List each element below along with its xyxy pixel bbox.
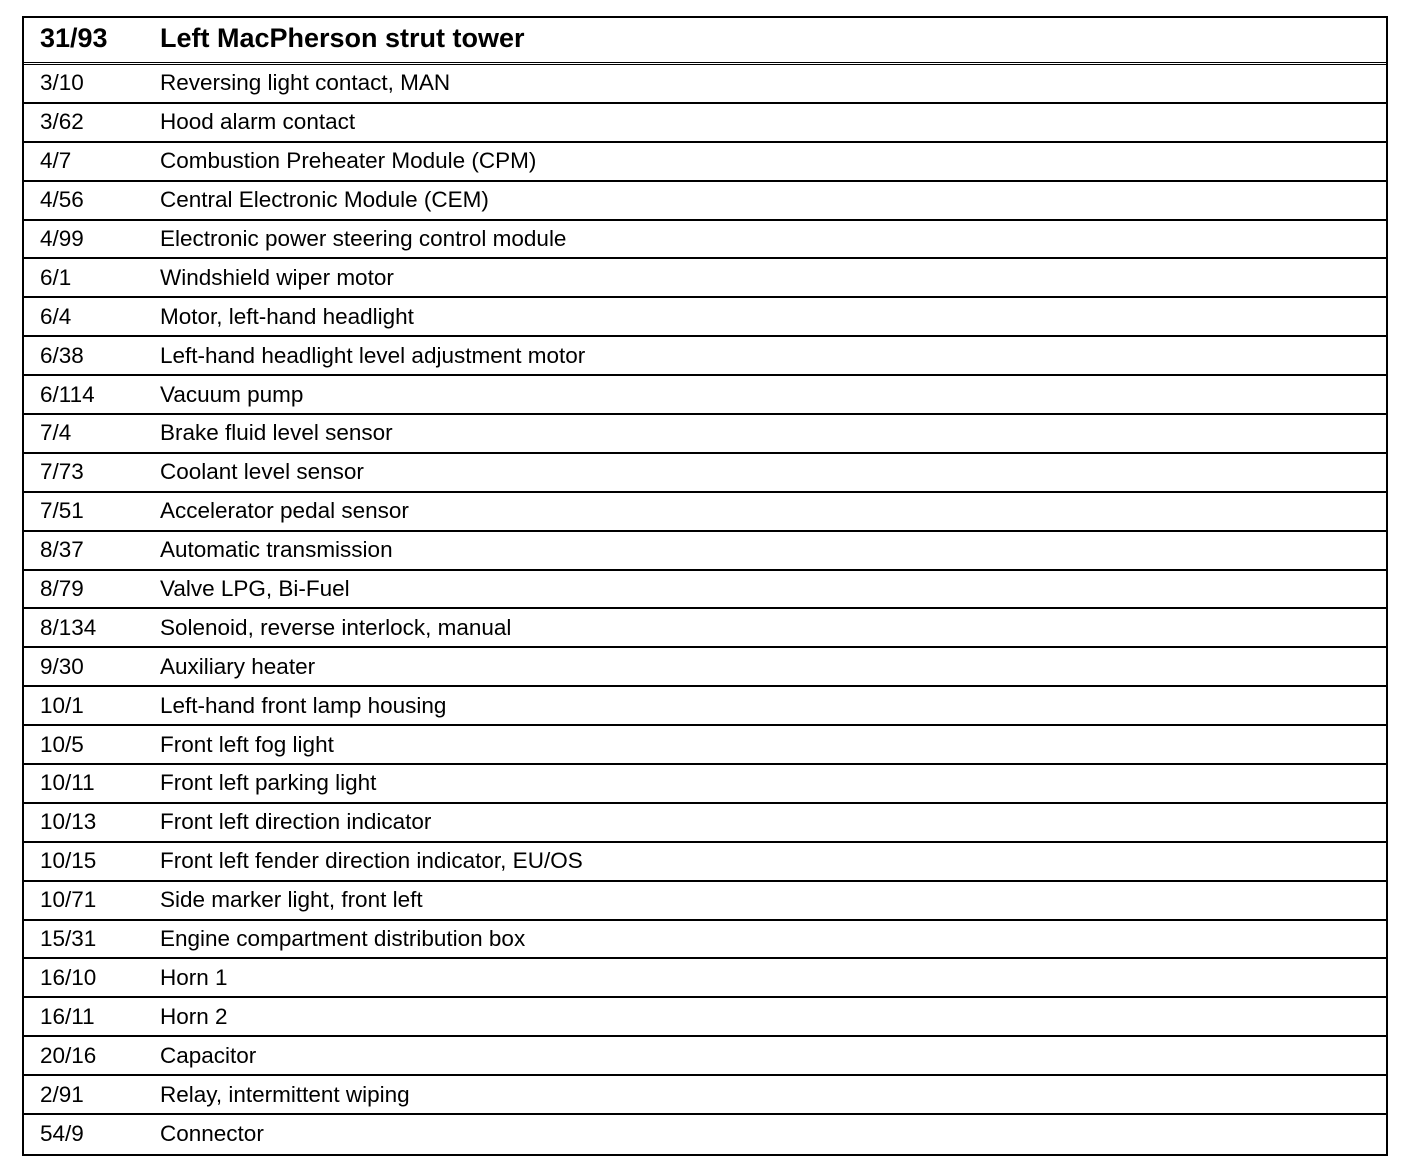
row-code: 10/11 <box>40 770 95 796</box>
table-row <box>24 376 1386 415</box>
table-row <box>24 221 1386 260</box>
table-row <box>24 298 1386 337</box>
row-description: Valve LPG, Bi-Fuel <box>160 576 350 602</box>
row-code: 8/37 <box>40 537 84 563</box>
row-description: Central Electronic Module (CEM) <box>160 187 489 213</box>
table-row <box>24 726 1386 765</box>
table-row <box>24 998 1386 1037</box>
row-code: 10/5 <box>40 731 84 757</box>
row-code: 6/1 <box>40 264 72 290</box>
row-description: Coolant level sensor <box>160 459 364 485</box>
row-code: 4/7 <box>40 148 72 174</box>
row-code: 7/73 <box>40 459 84 485</box>
table-row <box>24 493 1386 532</box>
row-description: Left-hand headlight level adjustment motor <box>160 342 586 368</box>
row-code: 16/11 <box>40 1003 95 1029</box>
row-description: Relay, intermittent wiping <box>160 1081 410 1107</box>
table-row <box>24 415 1386 454</box>
table-row <box>24 104 1386 143</box>
table-body <box>24 65 1386 1154</box>
row-description: Front left direction indicator <box>160 809 432 835</box>
row-code: 10/1 <box>40 692 84 718</box>
row-code: 3/10 <box>40 70 84 96</box>
row-description: Windshield wiper motor <box>160 264 394 290</box>
table-row <box>24 571 1386 610</box>
row-description: Horn 2 <box>160 1003 228 1029</box>
row-code: 16/10 <box>40 964 97 990</box>
table-row <box>24 959 1386 998</box>
row-description: Hood alarm contact <box>160 109 356 135</box>
row-description: Front left parking light <box>160 770 377 796</box>
row-description: Front left fog light <box>160 731 334 757</box>
row-description: Motor, left-hand headlight <box>160 303 414 329</box>
table-row <box>24 843 1386 882</box>
table-row <box>24 143 1386 182</box>
row-description: Auxiliary heater <box>160 653 316 679</box>
table-row <box>24 609 1386 648</box>
row-code: 7/4 <box>40 420 72 446</box>
row-description: Brake fluid level sensor <box>160 420 393 446</box>
row-code: 4/56 <box>40 187 84 213</box>
row-code: 10/71 <box>40 887 97 913</box>
table-row <box>24 1037 1386 1076</box>
row-code: 9/30 <box>40 653 84 679</box>
table-row <box>24 687 1386 726</box>
row-code: 2/91 <box>40 1081 84 1107</box>
row-description: Vacuum pump <box>160 381 304 407</box>
row-description: Combustion Preheater Module (CPM) <box>160 148 537 174</box>
component-table <box>22 16 1388 1156</box>
row-code: 10/13 <box>40 809 97 835</box>
row-description: Automatic transmission <box>160 537 393 563</box>
table-row <box>24 337 1386 376</box>
row-description: Left-hand front lamp housing <box>160 692 447 718</box>
table-row <box>24 1115 1386 1154</box>
row-description: Reversing light contact, MAN <box>160 70 451 96</box>
row-description: Engine compartment distribution box <box>160 926 526 952</box>
table-row <box>24 454 1386 493</box>
table-row <box>24 259 1386 298</box>
row-description: Horn 1 <box>160 964 228 990</box>
row-description: Front left fender direction indicator, EU/OS <box>160 848 583 874</box>
row-description: Connector <box>160 1121 264 1147</box>
row-description: Electronic power steering control module <box>160 226 567 251</box>
row-description: Side marker light, front left <box>160 887 423 913</box>
table-row <box>24 65 1386 104</box>
row-code: 8/134 <box>40 614 97 640</box>
row-code: 54/9 <box>40 1121 84 1147</box>
table-row <box>24 532 1386 571</box>
row-code: 6/4 <box>40 303 72 329</box>
table-row <box>24 648 1386 687</box>
row-code: 20/16 <box>40 1042 97 1068</box>
table-row <box>24 1076 1386 1115</box>
row-description: Solenoid, reverse interlock, manual <box>160 614 512 640</box>
row-code: 7/51 <box>40 498 84 524</box>
row-code: 4/99 <box>40 226 84 251</box>
table-row <box>24 804 1386 843</box>
row-code: 10/15 <box>40 848 97 874</box>
row-code: 6/38 <box>40 342 84 368</box>
header-title: Left MacPherson strut tower <box>160 22 525 53</box>
table-row <box>24 921 1386 960</box>
row-code: 6/114 <box>40 381 95 407</box>
table-header <box>24 18 1386 65</box>
row-description: Capacitor <box>160 1042 257 1068</box>
table-row <box>24 182 1386 221</box>
row-code: 15/31 <box>40 926 97 952</box>
table-row <box>24 765 1386 804</box>
row-code: 3/62 <box>40 109 84 135</box>
row-description: Accelerator pedal sensor <box>160 498 409 524</box>
table-row <box>24 882 1386 921</box>
row-code: 8/79 <box>40 576 84 602</box>
header-code: 31/93 <box>40 22 108 53</box>
